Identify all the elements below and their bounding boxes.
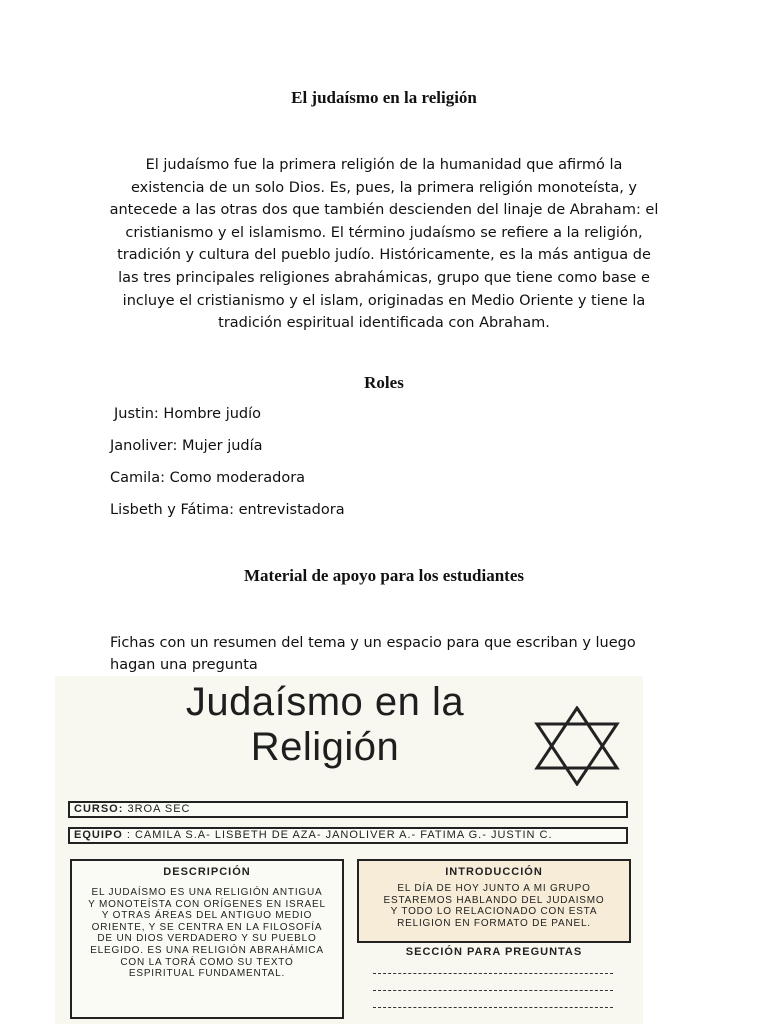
description-text: EL JUDAÍSMO ES UNA RELIGIÓN ANTIGUA Y MONOTEÍSTA CON ORÍGENES EN ISRAEL Y OTRAS ÁREAS DEL ANTIGUO MEDIO ORIENTE, Y SE CENTRA EN LA FILOSOFÍA DE UN DIOS VERDADERO Y SU PUEBLO ELEGIDO. ES UNA RELIGIÓN ABRAHÁMICA CON LA TORÁ COMO SU TEXTO ESPIRITUAL FUNDAMENTAL. xyxy=(88,887,326,980)
introduction-text: EL DÍA DE HOY JUNTO A MI GRUPO ESTAREMOS HABLANDO DEL JUDAISMO Y TODO LO RELACIONADO CON ESTA RELIGION EN FORMATO DE PANEL. xyxy=(383,883,605,929)
introduction-title: INTRODUCCIÓN xyxy=(445,866,543,878)
role-item: Lisbeth y Fátima: entrevistadora xyxy=(110,502,345,518)
document-title: El judaísmo en la religión xyxy=(291,88,477,107)
star-of-david-icon xyxy=(533,706,621,786)
question-line xyxy=(373,973,613,974)
intro-paragraph: El judaísmo fue la primera religión de la humanidad que afirmó la existencia de un solo Dios. Es, pues, la primera religión monoteísta, y antecede a las otras dos que también descienden del linaje de Abraham: el cristianismo y el islamismo. El término judaísmo se refiere a la religión, tradición y cultura del pueblo judío. Históricamente, es la más antigua de las tres principales religiones abrahámicas, grupo que tiene como base e incluye el cristianismo y el islam, originadas en Medio Oriente y tiene la tradición espiritual identificada con Abraham. xyxy=(109,157,659,332)
poster-title-line1: Judaísmo en la xyxy=(185,680,465,724)
roles-heading: Roles xyxy=(364,373,404,392)
team-bar xyxy=(68,827,628,844)
team-label: EQUIPO xyxy=(74,829,123,841)
question-line xyxy=(373,1007,613,1008)
course-bar xyxy=(68,801,628,818)
description-box xyxy=(70,859,344,1019)
questions-title: SECCIÓN PARA PREGUNTAS xyxy=(405,946,583,958)
poster-title-line2: Religión xyxy=(250,725,400,769)
course-value: 3ROA SEC xyxy=(127,803,191,815)
material-heading: Material de apoyo para los estudiantes xyxy=(243,566,525,585)
question-line xyxy=(373,990,613,991)
material-paragraph: Fichas con un resumen del tema y un espacio para que escriban y luego hagan una pregunta xyxy=(110,635,636,673)
description-title: DESCRIPCIÓN xyxy=(163,866,251,878)
role-item: Justin: Hombre judío xyxy=(114,406,262,422)
poster-title xyxy=(55,680,595,770)
role-item: Camila: Como moderadora xyxy=(110,470,306,486)
team-value: : CAMILA S.A- LISBETH DE AZA- JANOLIVER A.- FATIMA G.- JUSTIN C. xyxy=(126,829,553,841)
course-label: CURSO: xyxy=(74,803,124,815)
role-item: Janoliver: Mujer judía xyxy=(110,438,263,454)
poster-image xyxy=(55,676,643,1024)
introduction-box xyxy=(357,859,631,943)
